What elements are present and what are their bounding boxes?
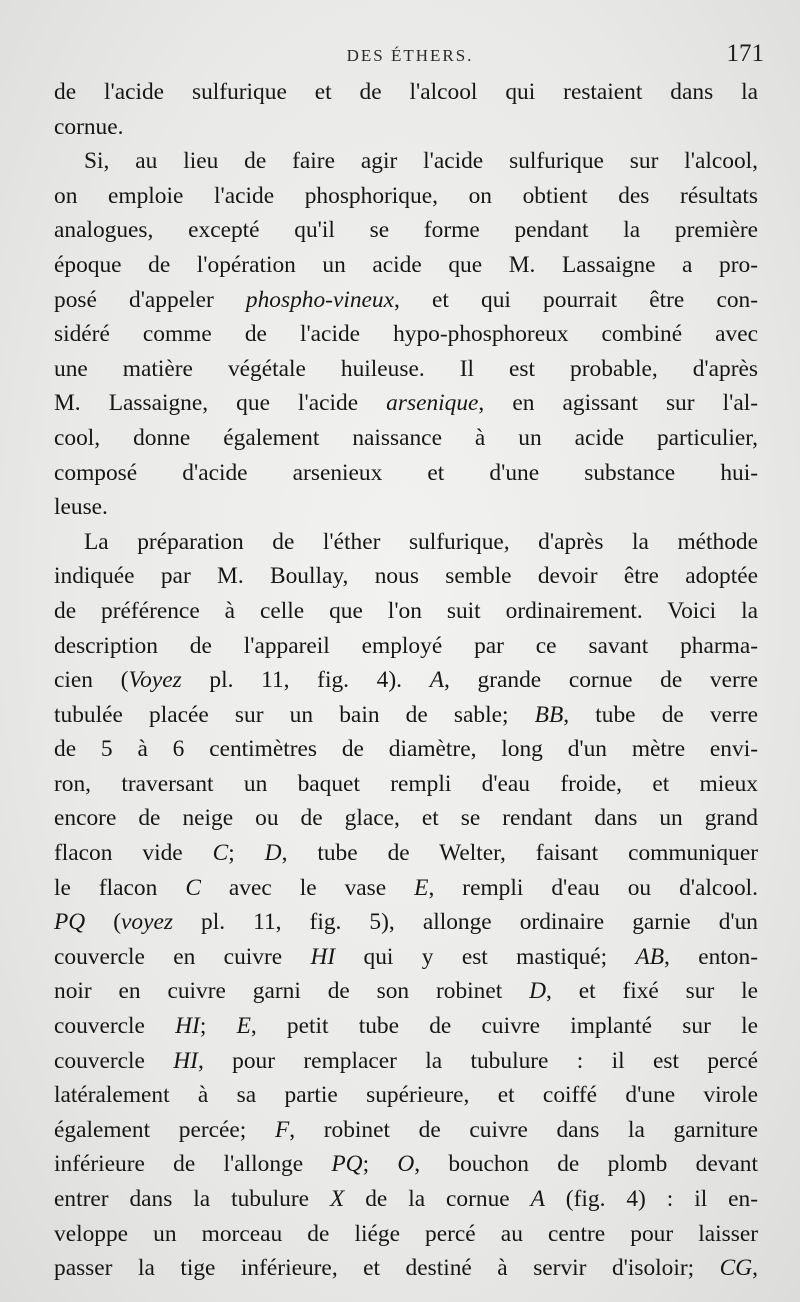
text-line xyxy=(54,283,758,318)
text-line xyxy=(54,698,758,733)
italic-text: voyez xyxy=(121,909,173,936)
text-run: description de l'appareil employé par ce savant pharma- xyxy=(54,632,758,659)
text-line xyxy=(54,629,758,664)
text-line xyxy=(54,110,758,145)
text-run: La préparation de l'éther sulfurique, d'après la méthode xyxy=(84,528,758,555)
text-line xyxy=(54,144,758,179)
text-line xyxy=(54,317,758,352)
text-line xyxy=(54,179,758,214)
italic-text: C xyxy=(212,840,229,867)
text-run: passer la tige inférieure, et destiné à servir d'isoloir; xyxy=(54,1255,720,1282)
text-run: (fig. 4) : il en- xyxy=(544,1186,758,1212)
text-line xyxy=(54,490,758,525)
italic-text: A xyxy=(429,667,444,694)
text-run: , en agissant sur l'al- xyxy=(478,390,758,417)
text-run: , grande cornue de verre xyxy=(444,667,758,694)
text-run: on emploie l'acide phosphorique, on obtient des résultats xyxy=(54,182,758,209)
text-run: entrer dans la tubulure xyxy=(54,1186,330,1212)
text-run: indiquée par M. Boullay, nous semble devoir être adoptée xyxy=(54,563,758,590)
running-title: DES ÉTHERS. xyxy=(346,46,474,65)
text-run: le flacon xyxy=(54,874,186,901)
text-run: , tube de Welter, faisant communiquer xyxy=(281,840,758,867)
page-number: 171 xyxy=(726,40,764,67)
text-line xyxy=(54,421,758,456)
text-run: , xyxy=(752,1255,758,1282)
text-run: couvercle xyxy=(54,1013,176,1040)
text-run: de l'acide sulfurique et de l'alcool qui restaient dans la xyxy=(54,79,758,105)
text-run: , rempli d'eau ou d'alcool. xyxy=(428,874,758,901)
text-run: pl. 11, fig. 5), allonge ordinaire garnie d'un xyxy=(172,909,758,936)
text-line xyxy=(54,801,758,836)
italic-text: phospho-vineux xyxy=(245,286,395,313)
text-run: Si, au lieu de faire agir l'acide sulfurique sur l'alcool, xyxy=(84,148,758,175)
text-run: , enton- xyxy=(664,943,758,970)
text-run: époque de l'opération un acide que M. Lassaigne a pro- xyxy=(54,251,758,278)
text-run: qui y est mastiqué; xyxy=(335,943,636,970)
italic-text: C xyxy=(185,874,201,901)
text-run: inférieure de l'allonge xyxy=(54,1151,332,1178)
text-line xyxy=(54,248,758,283)
text-run: noir en cuivre garni de son robinet xyxy=(54,978,530,1005)
text-run: ron, traversant un baquet rempli d'eau froide, et mieux xyxy=(54,770,758,797)
text-line xyxy=(54,1147,758,1182)
italic-text: E xyxy=(414,874,429,901)
text-run: une matière végétale huileuse. Il est probable, d'après xyxy=(54,355,758,382)
text-line xyxy=(54,213,758,248)
italic-text: BB xyxy=(534,701,564,728)
italic-text: O xyxy=(397,1151,415,1178)
text-line xyxy=(54,974,758,1009)
text-run: de 5 à 6 centimètres de diamètre, long d'un mètre envi- xyxy=(54,736,758,763)
text-run: tubulée placée sur un bain de sable; xyxy=(54,701,535,728)
text-run: de préférence à celle que l'on suit ordinairement. Voici la xyxy=(54,597,758,624)
text-run: , tube de verre xyxy=(563,701,759,728)
text-run: couvercle xyxy=(54,1047,174,1074)
text-line xyxy=(54,75,758,110)
text-run: ; xyxy=(228,840,265,867)
text-line xyxy=(54,559,758,594)
text-run: , et qui pourrait être con- xyxy=(394,286,759,313)
text-run: , petit tube de cuivre implanté sur le xyxy=(250,1013,758,1040)
italic-text: arsenique xyxy=(386,390,479,417)
text-line xyxy=(54,767,758,802)
text-run: ; xyxy=(199,1013,237,1040)
text-run: , et fixé sur le xyxy=(546,978,758,1005)
text-run: latéralement à sa partie supérieure, et coiffé d'une virole xyxy=(54,1082,758,1109)
text-line xyxy=(54,905,758,940)
italic-text: CG xyxy=(719,1255,753,1282)
text-line xyxy=(54,525,758,560)
text-run: encore de neige ou de glace, et se rendant dans un grand xyxy=(54,805,758,832)
text-line xyxy=(54,836,758,871)
text-line xyxy=(54,1009,758,1044)
italic-text: HI xyxy=(173,1047,198,1074)
text-run: analogues, excepté qu'il se forme pendant la première xyxy=(54,217,758,244)
text-line xyxy=(54,663,758,698)
text-run: sidéré comme de l'acide hypo-phosphoreux combiné avec xyxy=(54,321,758,348)
text-line xyxy=(54,456,758,491)
text-run: de la cornue xyxy=(344,1186,531,1212)
text-run: pl. 11, fig. 4). xyxy=(181,667,430,694)
text-run: couvercle en cuivre xyxy=(54,943,311,970)
text-run: également percée; xyxy=(54,1116,275,1143)
italic-text: HI xyxy=(175,1013,200,1040)
text-line xyxy=(54,1217,758,1252)
italic-text: X xyxy=(329,1186,345,1212)
text-line xyxy=(54,594,758,629)
text-run: ; xyxy=(362,1151,398,1178)
italic-text: PQ xyxy=(331,1151,363,1178)
text-run: , robinet de cuivre dans la garniture xyxy=(289,1116,758,1143)
text-line xyxy=(54,386,758,421)
text-run: M. Lassaigne, que l'acide xyxy=(54,390,387,417)
text-run: cool, donne également naissance à un acide particulier, xyxy=(54,424,758,451)
text-run: posé d'appeler xyxy=(54,286,246,313)
italic-text: D xyxy=(529,978,546,1005)
text-line xyxy=(54,732,758,767)
text-line xyxy=(54,940,758,975)
text-run: flacon vide xyxy=(54,840,213,867)
text-line xyxy=(54,352,758,387)
italic-text: AB xyxy=(635,943,665,970)
italic-text: F xyxy=(274,1116,290,1143)
text-run: composé d'acide arsenieux et d'une substance hui- xyxy=(54,459,758,486)
text-run: ( xyxy=(85,909,122,936)
running-head xyxy=(50,40,770,76)
text-run: cien ( xyxy=(54,667,129,694)
text-run: veloppe un morceau de liége percé au centre pour laisser xyxy=(54,1220,758,1247)
text-run: leuse. xyxy=(54,494,108,521)
text-run: avec le vase xyxy=(200,874,415,901)
italic-text: Voyez xyxy=(128,667,182,694)
text-line xyxy=(54,1182,758,1217)
text-line xyxy=(54,871,758,906)
text-body xyxy=(54,75,758,1286)
italic-text: HI xyxy=(310,943,336,970)
text-run: , bouchon de plomb devant xyxy=(414,1151,758,1178)
text-line xyxy=(54,1251,758,1286)
text-line xyxy=(54,1113,758,1148)
italic-text: D xyxy=(264,840,282,867)
text-run: cornue. xyxy=(54,113,124,140)
text-line xyxy=(54,1044,758,1079)
italic-text: E xyxy=(236,1013,251,1040)
italic-text: A xyxy=(530,1186,545,1212)
italic-text: PQ xyxy=(54,909,86,936)
text-run: , pour remplacer la tubulure : il est percé xyxy=(197,1047,758,1074)
text-line xyxy=(54,1078,758,1113)
